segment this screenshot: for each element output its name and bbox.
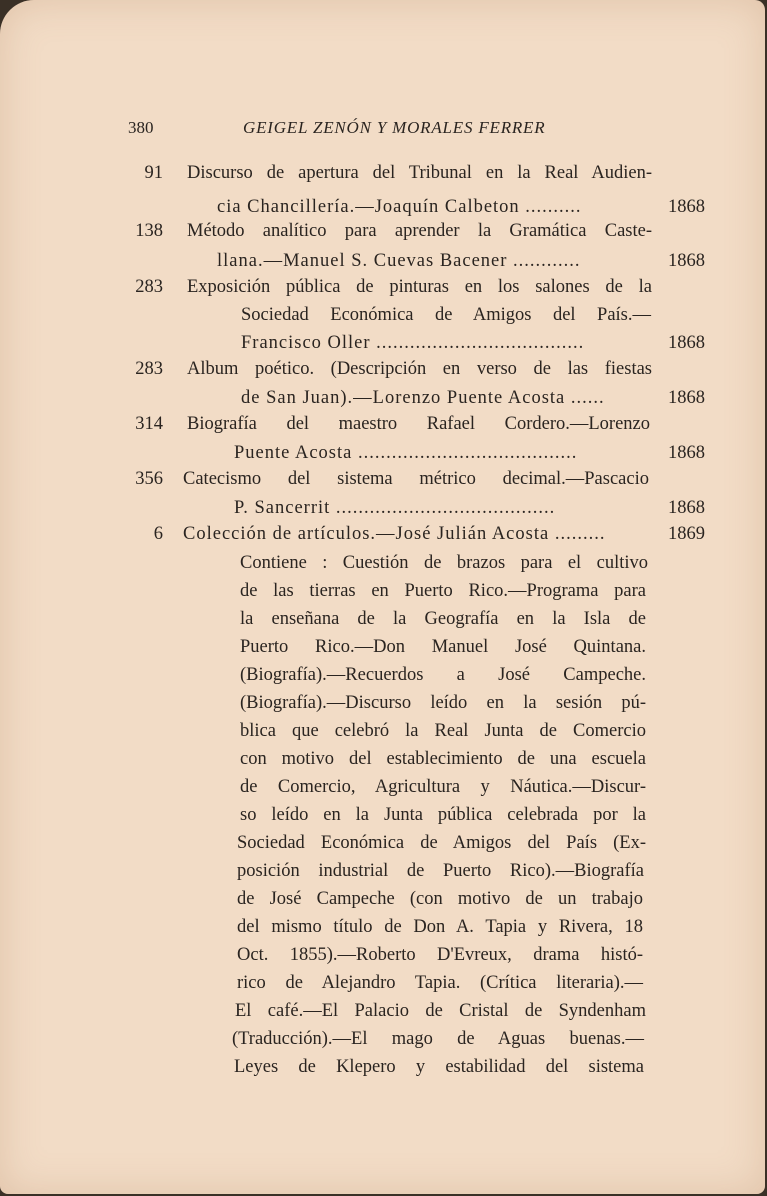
entry-year: 1868 [668, 251, 705, 271]
contents-line: Contiene : Cuestión de brazos para el cultivo [240, 553, 648, 573]
contents-line: posición industrial de Puerto Rico).—Biografía [237, 861, 644, 881]
entry-line: de San Juan).—Lorenzo Puente Acosta ...... [241, 388, 605, 408]
entry-year: 1868 [668, 388, 705, 408]
entry-line: Francisco Oller ..................................... [241, 333, 585, 353]
contents-line: Oct. 1855).—Roberto D'Evreux, drama histó- [237, 945, 643, 965]
entry-line: Discurso de apertura del Tribunal en la Real Audien- [187, 163, 652, 183]
entry-number: 283 [135, 277, 163, 297]
entry-number: 91 [144, 163, 163, 183]
entry-number: 138 [135, 221, 163, 241]
page-header [0, 118, 765, 142]
contents-line: (Biografía).—Recuerdos a José Campeche. [240, 665, 646, 685]
entry-year: 1869 [668, 524, 705, 544]
entry-year: 1868 [668, 333, 705, 353]
entry-number: 314 [135, 414, 163, 434]
contents-line: (Biografía).—Discurso leído en la sesión pú- [240, 693, 646, 713]
contents-line: del mismo título de Don A. Tapia y Rivera, 18 [237, 917, 643, 937]
contents-line: con motivo del establecimiento de una escuela [240, 749, 646, 769]
contents-line: Puerto Rico.—Don Manuel José Quintana. [240, 637, 646, 657]
entry-line: llana.—Manuel S. Cuevas Bacener ............ [217, 251, 581, 271]
contents-line: de José Campeche (con motivo de un trabajo [237, 889, 643, 909]
entry-line: Puente Acosta ....................................... [234, 443, 578, 463]
contents-line: blica que celebró la Real Junta de Comercio [240, 721, 646, 741]
entry-number: 6 [153, 524, 163, 544]
entry-year: 1868 [668, 498, 705, 518]
entry-line: Album poético. (Descripción en verso de las fiestas [187, 359, 652, 379]
contents-line: (Traducción).—El mago de Aguas buenas.— [232, 1029, 644, 1049]
contents-line: so leído en la Junta pública celebrada por la [240, 805, 646, 825]
contents-line: la enseñana de la Geografía en la Isla de [240, 609, 646, 629]
contents-line: de las tierras en Puerto Rico.—Programa para [240, 581, 646, 601]
entry-number: 356 [135, 469, 163, 489]
entry-line: cia Chancillería.—Joaquín Calbeton .......... [217, 197, 582, 217]
entry-year: 1868 [668, 197, 705, 217]
running-head: GEIGEL ZENÓN Y MORALES FERRER [243, 118, 546, 137]
contents-line: El café.—El Palacio de Cristal de Syndenham [235, 1001, 646, 1021]
contents-line: de Comercio, Agricultura y Náutica.—Discur- [240, 777, 646, 797]
entry-line: Catecismo del sistema métrico decimal.—Pascacio [183, 469, 649, 489]
entry-line: Colección de artículos.—José Julián Acosta ......... [183, 524, 606, 544]
entry-line: Exposición pública de pinturas en los salones de la [187, 277, 652, 297]
entry-line: Método analítico para aprender la Gramática Caste- [187, 221, 652, 241]
page-number: 380 [128, 118, 154, 137]
entry-line: P. Sancerrit ....................................... [234, 498, 556, 518]
contents-line: rico de Alejandro Tapia. (Crítica literaria).— [237, 973, 643, 993]
entry-year: 1868 [668, 443, 705, 463]
entry-number: 283 [135, 359, 163, 379]
entry-line: Sociedad Económica de Amigos del País.— [241, 305, 651, 325]
entry-line: Biografía del maestro Rafael Cordero.—Lorenzo [187, 414, 650, 434]
contents-line: Leyes de Klepero y estabilidad del sistema [234, 1057, 644, 1077]
contents-line: Sociedad Económica de Amigos del País (Ex- [237, 833, 646, 853]
